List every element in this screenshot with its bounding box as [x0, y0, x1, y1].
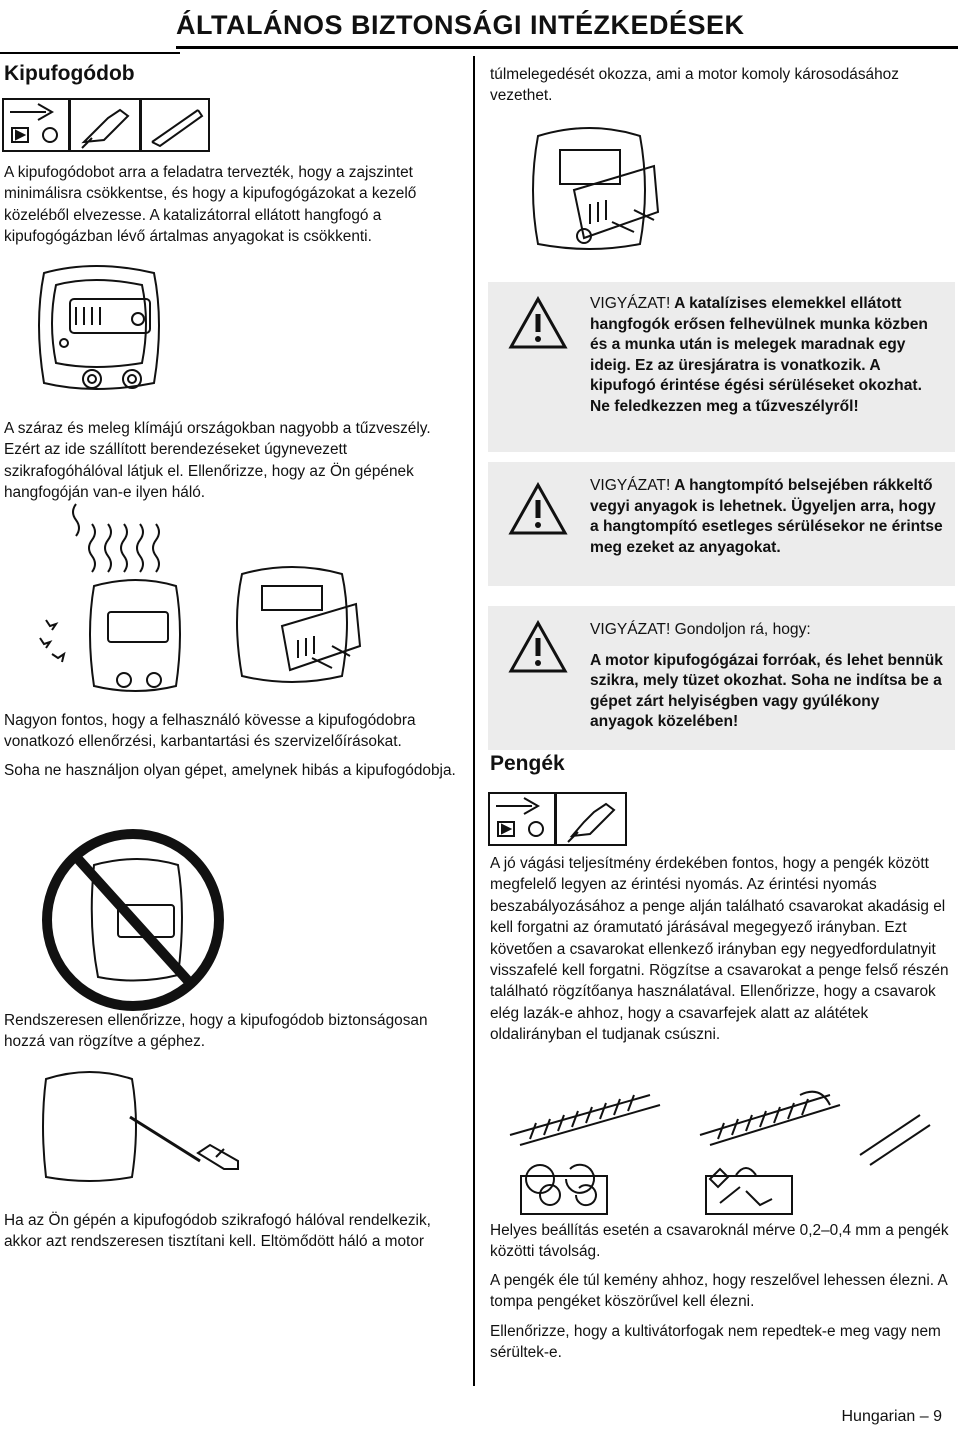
muffler-icon: [34, 263, 164, 403]
spark-arrestor-mesh-illustration: [232, 560, 367, 690]
spark-arrestor-text: A száraz és meleg klímájú országokban nagyobb a tűzveszély. Ezért az ide szállított berendezéseket úgynevezett szikrafogóhálóval látjuk el. Ellenőrizze, hogy az Ön gépének hangfogóján van-e ilyen háló.: [4, 420, 431, 502]
muffler-mesh-illustration: [530, 120, 660, 260]
continuation-text: túlmelegedését okozza, ami a motor komoly károsodásához vezethet.: [490, 66, 899, 105]
warning-triangle-icon: [508, 482, 568, 536]
page-footer: Hungarian – 9: [841, 1408, 942, 1425]
blade-gap-text: Helyes beállítás esetén a csavaroknál mérve 0,2–0,4 mm a pengék közötti távolság.: [490, 1222, 949, 1261]
warning-body: A katalízises elemekkel ellátott hangfogók erősen felhevülnek munka közben és a munka után is melegek maradnak egy ideig. Ez az üresjáratra is vonatkozik. A kipufogó érintése égési sérüléseket okozhat. Ne feledkezzen meg a tűzveszélyről!: [590, 295, 928, 415]
icon-strip-top: [2, 98, 210, 153]
tine-check-text: Ellenőrizze, hogy a kultivátorfogak nem repedtek-e meg vagy nem sérültek-e.: [490, 1323, 941, 1362]
wrench-icon: [520, 1175, 940, 1217]
warning-triangle-icon: [508, 296, 568, 350]
column-divider: [473, 56, 475, 1386]
stop-icon: [2, 98, 210, 153]
warning-body: A motor kipufogógázai forróak, és lehet bennük szikra, mely tüzet okozhat. Soha ne indítsa be a gépet zárt helyiségben vagy gyúlékony anyagok közelében!: [590, 651, 943, 731]
fastening-text: Rendszeresen ellenőrizze, hogy a kipufogódob biztonságosan hozzá van rögzítve a géphez.: [4, 1012, 428, 1051]
warning-box-catalytic: [488, 282, 955, 452]
blade-sharpen-text: A pengék éle túl kemény ahhoz, hogy reszelővel lehessen élezni. A tompa pengéket köszörűvel kell élezni.: [490, 1272, 947, 1311]
prohibited-icon: [38, 825, 228, 1015]
icon-strip-blades: [488, 792, 628, 847]
warning-body: A hangtompító belsejében rákkeltő vegyi anyagok is lehetnek. Ügyeljen arra, hogy a hangtompító esetleges sérülésekor ne érintse meg ezeket az anyagokat.: [590, 477, 943, 556]
cleaning-text: Ha az Ön gépén a kipufogódob szikrafogó hálóval rendelkezik, akkor azt rendszeresen tisztítani kell. Eltömődött háló a motor: [4, 1212, 431, 1251]
warning-head: VIGYÁZAT! Gondoljon rá, hogy:: [590, 621, 811, 638]
page-title: ÁLTALÁNOS BIZTONSÁGI INTÉZKEDÉSEK: [176, 10, 745, 40]
warning-head: VIGYÁZAT!: [590, 295, 671, 312]
section-title-blades: Pengék: [490, 752, 565, 775]
defective-muffler-text: Soha ne használjon olyan gépet, amelynek hibás a kipufogódobja.: [4, 762, 456, 779]
warning-box-carcinogen: [488, 462, 955, 586]
warning-triangle-icon: [508, 620, 568, 674]
glove-icon: [488, 792, 628, 847]
muffler-intro-text: A kipufogódobot arra a feladatra tervezték, hogy a zajszintet minimálisra csökkentse, és hogy a kipufogógázokat a kezelő közeléből elvezesse. A katalizátorral ellátott hangfogó a kipufogógázban lévő ártalmas anyagokat is csökkenti.: [4, 164, 417, 246]
warning-box-exhaust: [488, 606, 955, 750]
screwdriver-icon: [40, 1065, 250, 1185]
header-rule: [176, 46, 958, 49]
warning-head: VIGYÁZAT!: [590, 477, 671, 494]
blade-adjustment-text: A jó vágási teljesítmény érdekében fontos, hogy a pengék között megfelelő legyen az érintési nyomás. Az érintési nyomás beszabályozásához a penge alján található csavarokat akadásig el kell forgatni az óramutató járásával megegyező irányban. Ezt követően a csavarokat ellenkező irányban egy negyedfordulatnyit visszafelé kell forgatni. Rögzítse a csavarokat a penge felső részén található rögzítőanya használatával. Ellenőrizze, hogy a csavarok elég lazák-e ahhoz, hogy a csavarfejek alatt az alátétek oldalirányban el tudjanak csúszni.: [490, 855, 949, 1044]
hot-muffler-illustration: [36, 512, 186, 697]
header-rule-left: [0, 52, 180, 54]
section-title-muffler: Kipufogódob: [4, 62, 135, 85]
maintenance-text: Nagyon fontos, hogy a felhasználó kövesse a kipufogódobra vonatkozó ellenőrzési, karbantartási és szervizelőírásokat.: [4, 712, 416, 751]
